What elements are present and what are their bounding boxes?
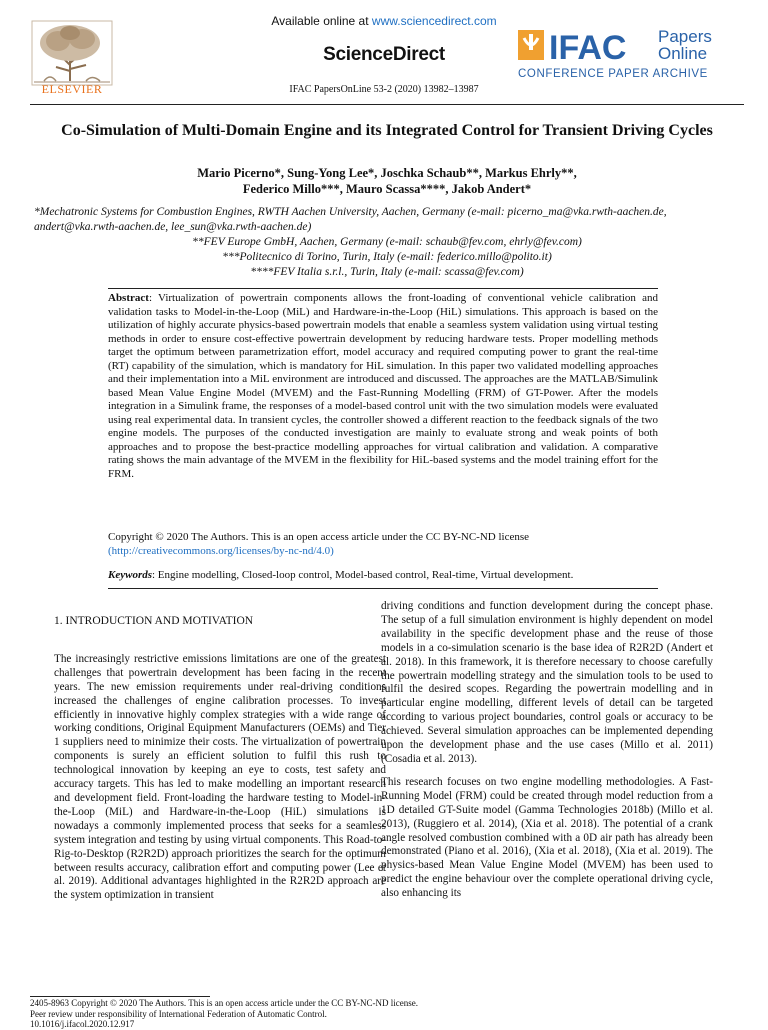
abstract-text: : Virtualization of powertrain components allows the front-loading of conventional vehicle calibration and validation tasks to Model-in-the-Loop (MiL) and Hardware-in-the-Loop (HiL) simulations. This approach is based on the utilization of highly accurate physics-based powertrain models that enable a seamless system validation using virtual testing methods in order to ensure cost-effective powertrain development by reducing hardware tests. Proper modelling methods target the optimum between parametrization effort, model accuracy and required computing power to grant the real-time (RT) capability of the simulation, which is mandatory for HiL simulation. In this paper two validated modelling approaches and their implementation into a MiL environment are introduced and discussed. The approaches are the MATLAB/Simulink based Mean Value Engine Model (MVEM) and the Fast-Running Modelling (FRM) of GT-Power. After the models integration in a Simulink frame, the responses of a model-based control unit with the two simulation models were evaluated using real experimental data. In transient cycles, the controller showed a different reaction to the feedback signals of the two engine models. The purposes of the conducted investigation are mainly to evaluate strong and weak points of both approaches and to propose the best-practice modelling approaches for virtual calibration and validation. A comparative rating shows the main advantage of the MVEM in the flexibility for HiL-based systems and the model training effort for the FRM. bbox=[108, 292, 658, 480]
section-heading: 1. INTRODUCTION AND MOTIVATION bbox=[54, 615, 254, 627]
ifac-logo-archive: CONFERENCE PAPER ARCHIVE bbox=[518, 68, 708, 80]
affiliation-2: **FEV Europe GmbH, Aachen, Germany (e-mail: schaub@fev.com, ehrly@fev.com) bbox=[192, 236, 582, 248]
abstract-label: Abstract bbox=[108, 292, 149, 304]
sciencedirect-url-link[interactable]: www.sciencedirect.com bbox=[371, 14, 497, 28]
abstract bbox=[108, 292, 658, 481]
left-column bbox=[54, 615, 386, 912]
copyright-notice bbox=[108, 531, 658, 558]
author-list bbox=[40, 165, 734, 197]
footer-rule bbox=[30, 996, 210, 997]
affiliations bbox=[30, 205, 744, 280]
keywords bbox=[108, 569, 658, 583]
ifac-logo-online: Online bbox=[658, 44, 708, 63]
intro-paragraph-2: driving conditions and function development during the concept phase. The setup of a full simulation environment is highly dependent on model availability in the specific development phase and the reuse of those models in a co-simulation scenario is the base idea of R2R2D (Andert et al. 2018). In this framework, it is therefore necessary to choose carefully the powertrain modelling strategy and the simulation tools to be used to fulfil the desired scopes. Regarding the powertrain modelling and in particular engine modelling, different levels of detail can be targeted according to various project boundaries, control goals or accuracy to be achieved. Several simulation approaches can be implemented depending upon the development phase and the use cases (Millo et al. 2011) (Cosadia et al. 2013). bbox=[381, 600, 713, 765]
keywords-label: Keywords bbox=[108, 569, 152, 581]
license-link[interactable]: (http://creativecommons.org/licenses/by-nc-nd/4.0) bbox=[108, 544, 334, 557]
author-line-1: Mario Picerno*, Sung-Yong Lee*, Joschka Schaub**, Markus Ehrly**, bbox=[197, 166, 577, 180]
intro-paragraph-3: This research focuses on two engine modelling methodologies. A Fast-Running Model (FRM) could be created through model reduction from a 1D detailed GT-Suite model (Gamma Technologies 2018b) (Millo et al. 2013), (Ruggiero et al. 2014), (Xia et al. 2018). The potential of a crank angle resolved combustion combined with a 0D air path has already been demonstrated (Piano et al. 2016), (Xia et al. 2018), (Xia et al. 2019). The physics-based Mean Value Engine Model (MVEM) has been used to predict the engine behaviour over the complete operational driving cycle, also enhancing its bbox=[381, 775, 713, 900]
paper-title: Co-Simulation of Multi-Domain Engine and its Integrated Control for Transient Driving Cycles bbox=[61, 122, 713, 139]
footer-peer-review: Peer review under responsibility of International Federation of Automatic Control. bbox=[30, 1008, 327, 1019]
header-rule bbox=[30, 104, 744, 105]
journal-reference: IFAC PapersOnLine 53-2 (2020) 13982–13987 bbox=[289, 84, 479, 95]
author-line-2: Federico Millo***, Mauro Scassa****, Jakob Andert* bbox=[242, 182, 532, 196]
keywords-text: : Engine modelling, Closed-loop control, Model-based control, Real-time, Virtual development. bbox=[152, 569, 574, 581]
ifac-papersonline-logo bbox=[516, 24, 740, 84]
ifac-logo-text: IFAC bbox=[549, 29, 627, 67]
intro-paragraph-1: The increasingly restrictive emissions limitations are one of the greatest challenges that powertrain development has been facing in the recent years. The new emission requirements under real-driving conditions increased the challenges of engine calibration processes. To invest efficiently in innovative highly complex strategies with a wide range of working conditions, Original Equipment Manufacturers (OEMs) and Tier 1 suppliers need to minimize their costs. The virtualization of powertrain components is surely an efficient solution to fulfil this rush to technological innovation by keeping an eye to costs, test safety and accuracy targets. This has led to make modelling an important research and development field. Front-loading the hardware testing to Model-in-the-Loop (MiL) and Hardware-in-the-Loop (HiL) simulations is nowadays a commonly implemented process that seeks for a seamless system integration and testing by using virtual components. This Road-to-Rig-to-Desktop (R2R2D) approach prioritizes the search for the optimum between results accuracy, calibration effort and computing power (Lee et al. 2019). Additional advantages highlighted in the R2R2D approach are the system optimization in transient bbox=[54, 652, 386, 902]
affiliation-1: *Mechatronic Systems for Combustion Engines, RWTH Aachen University, Aachen, Germany (e-mail: picerno_ma@vka.rwth-aachen.de, andert@vka.rwth-aachen.de, lee_sun@vka.rwth-aachen.de) bbox=[34, 206, 667, 233]
elsevier-wordmark: ELSEVIER bbox=[41, 82, 103, 96]
available-online-label: Available online at bbox=[271, 14, 369, 28]
copyright-text: Copyright © 2020 The Authors. This is an open access article under the CC BY-NC-ND license bbox=[108, 531, 529, 543]
ifac-logo-papers: Papers bbox=[658, 27, 712, 46]
footer bbox=[30, 998, 744, 1030]
sciencedirect-brand: ScienceDirect bbox=[323, 44, 445, 65]
affiliation-3: ***Politecnico di Torino, Turin, Italy (e-mail: federico.millo@polito.it) bbox=[222, 251, 552, 263]
footer-copyright: 2405-8963 Copyright © 2020 The Authors. This is an open access article under the CC BY-NC-ND license. bbox=[30, 998, 418, 1008]
right-column bbox=[381, 600, 713, 910]
abstract-bottom-rule bbox=[108, 588, 658, 589]
affiliation-4: ****FEV Italia s.r.l., Turin, Italy (e-mail: scassa@fev.com) bbox=[250, 266, 524, 278]
footer-doi: 10.1016/j.ifacol.2020.12.917 bbox=[30, 1019, 135, 1029]
abstract-top-rule bbox=[108, 288, 658, 289]
